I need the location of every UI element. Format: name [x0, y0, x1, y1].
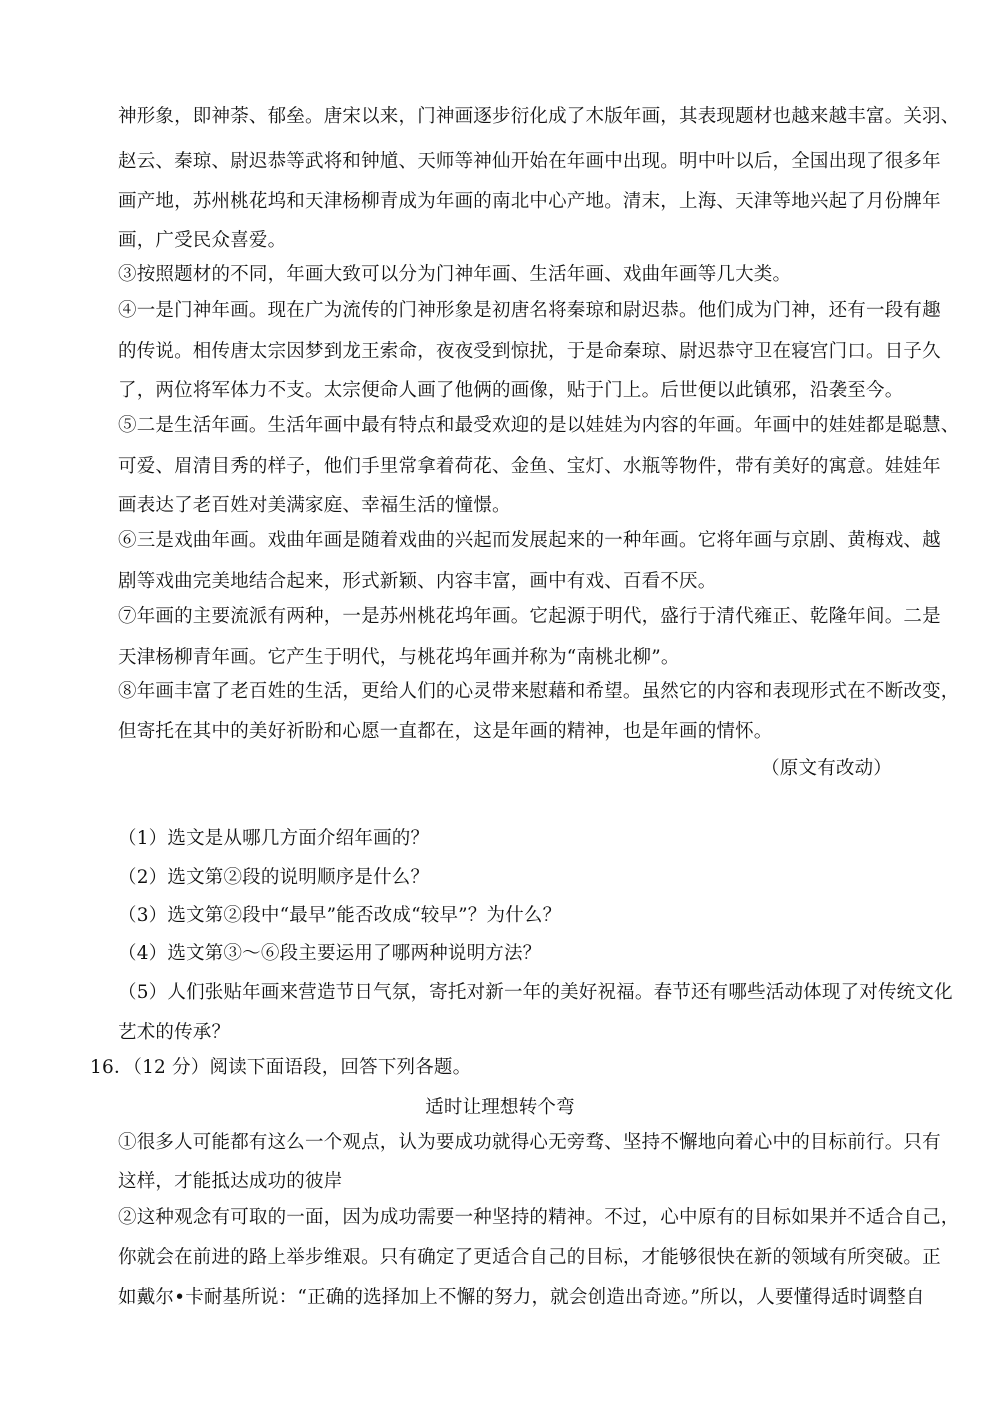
- passage-line: 赵云、秦琼、尉迟恭等武将和钟馗、天师等神仙开始在年画中出现。明中叶以后，全国出现了很多年: [118, 151, 941, 172]
- passage-line: 画表达了老百姓对美满家庭、幸福生活的憧憬。: [118, 495, 511, 516]
- passage-paragraph-4: ④一是门神年画。现在广为流传的门神形象是初唐名将秦琼和尉迟恭。他们成为门神，还有一段有趣: [118, 300, 941, 321]
- question-5-continued: 艺术的传承？: [118, 1022, 231, 1043]
- question-4: （4）选文第③～⑥段主要运用了哪两种说明方法？: [118, 943, 542, 964]
- passage-line: 画产地，苏州桃花坞和天津杨柳青成为年画的南北中心产地。清末，上海、天津等地兴起了月份牌年: [118, 191, 941, 212]
- passage-title: 适时让理想转个弯: [425, 1097, 575, 1118]
- passage-line: ①很多人可能都有这么一个观点，认为要成功就得心无旁骛、坚持不懈地向着心中的目标前行。只有: [118, 1132, 941, 1153]
- passage-line: 可爱、眉清目秀的样子，他们手里常拿着荷花、金鱼、宝灯、水瓶等物件，带有美好的寓意。娃娃年: [118, 456, 941, 477]
- passage-line: ②这种观念有可取的一面，因为成功需要一种坚持的精神。不过，心中原有的目标如果并不适合自己，: [118, 1207, 960, 1228]
- passage-paragraph-8: ⑧年画丰富了老百姓的生活，更给人们的心灵带来慰藉和希望。虽然它的内容和表现形式在不断改变，: [118, 681, 960, 702]
- passage-line: 的传说。相传唐太宗因梦到龙王索命，夜夜受到惊扰，于是命秦琼、尉迟恭守卫在寝宫门口。日子久: [118, 341, 941, 362]
- question-5: （5）人们张贴年画来营造节日气氛，寄托对新一年的美好祝福。春节还有哪些活动体现了对传统文化: [118, 982, 953, 1003]
- passage-line: 剧等戏曲完美地结合起来，形式新颖、内容丰富，画中有戏、百看不厌。: [118, 571, 717, 592]
- question-3: （3）选文第②段中“最早”能否改成“较早”？为什么？: [118, 905, 562, 926]
- passage-line: 但寄托在其中的美好祈盼和心愿一直都在，这是年画的精神，也是年画的情怀。: [118, 721, 773, 742]
- passage-paragraph-5: ⑤二是生活年画。生活年画中最有特点和最受欢迎的是以娃娃为内容的年画。年画中的娃娃都是聪慧、: [118, 415, 960, 436]
- question-16-header: 16．（12 分）阅读下面语段，回答下列各题。: [90, 1057, 472, 1078]
- passage-line: 你就会在前进的路上举步维艰。只有确定了更适合自己的目标，才能够很快在新的领域有所突破。正: [118, 1247, 941, 1268]
- question-2: （2）选文第②段的说明顺序是什么？: [118, 867, 430, 888]
- passage-line: 神形象，即神荼、郁垒。唐宋以来，门神画逐步衍化成了木版年画，其表现题材也越来越丰富。关羽、: [118, 106, 960, 127]
- passage-paragraph-6: ⑥三是戏曲年画。戏曲年画是随着戏曲的兴起而发展起来的一种年画。它将年画与京剧、黄梅戏、越: [118, 530, 941, 551]
- passage-line: 了，两位将军体力不支。太宗便命人画了他俩的画像，贴于门上。后世便以此镇邪，沿袭至今。: [118, 380, 904, 401]
- source-note: （原文有改动）: [761, 758, 892, 779]
- passage-line: 如戴尔•卡耐基所说：“正确的选择加上不懈的努力，就会创造出奇迹。”所以，人要懂得适时调整自: [118, 1287, 925, 1308]
- passage-line: 画，广受民众喜爱。: [118, 230, 287, 251]
- passage-paragraph-3: ③按照题材的不同，年画大致可以分为门神年画、生活年画、戏曲年画等几大类。: [118, 264, 792, 285]
- passage-line: 天津杨柳青年画。它产生于明代，与桃花坞年画并称为“南桃北柳”。: [118, 647, 680, 668]
- question-1: （1）选文是从哪几方面介绍年画的？: [118, 828, 430, 849]
- passage-line: 这样，才能抵达成功的彼岸: [118, 1171, 343, 1192]
- passage-paragraph-7: ⑦年画的主要流派有两种，一是苏州桃花坞年画。它起源于明代，盛行于清代雍正、乾隆年间。二是: [118, 606, 941, 627]
